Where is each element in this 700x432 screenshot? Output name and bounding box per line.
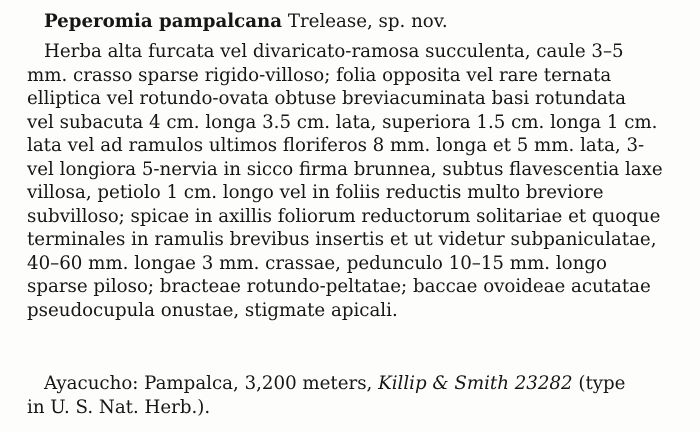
taxon-name: Peperomia pampalcana (44, 11, 283, 32)
description-line: lata vel ad ramulos ultimos floriferos 8 mm. longa et 5 mm. lata, 3- (27, 135, 645, 156)
collector-number: Killip & Smith 23282 (378, 373, 573, 394)
specimen-line: in U. S. Nat. Herb.). (27, 396, 211, 418)
description-line: sparse piloso; bracteae rotundo-peltatae; baccae ovoideae acutatae (27, 276, 651, 297)
description-line: Herba alta furcata vel divaricato-ramosa succulenta, caule 3–5 (44, 41, 624, 62)
specimen-citation (27, 372, 689, 419)
latin-description (27, 40, 689, 322)
description-line: pseudocupula onustae, stigmate apicali. (27, 299, 398, 321)
description-line: elliptica vel rotundo-ovata obtuse breviacuminata basi rotundata (27, 88, 626, 109)
description-line: vel subacuta 4 cm. longa 3.5 cm. lata, superiora 1.5 cm. longa 1 cm. (27, 111, 658, 133)
description-line: 40–60 mm. longae 3 mm. crassae, pedunculo 10–15 mm. longo (27, 252, 607, 274)
description-line: subvilloso; spicae in axillis foliorum reductorum solitariae et quoque (27, 205, 661, 227)
description-line: vel longiora 5-nervia in sicco firma brunnea, subtus flavescentia laxe (27, 158, 663, 180)
description-line: mm. crasso sparse rigido-villoso; folia opposita vel rare ternata (27, 64, 612, 86)
taxon-authority: Trelease, sp. nov. (287, 11, 448, 32)
type-note: (type (578, 373, 626, 394)
specimen-locality: Ayacucho: Pampalca, 3,200 meters, (44, 373, 373, 394)
taxon-heading (44, 10, 448, 34)
description-line: villosa, petiolo 1 cm. longo vel in foliis reductis multo breviore (27, 182, 604, 203)
description-line: terminales in ramulis brevibus insertis et ut videtur subpaniculatae, (27, 229, 657, 250)
specimen-line (27, 372, 689, 396)
